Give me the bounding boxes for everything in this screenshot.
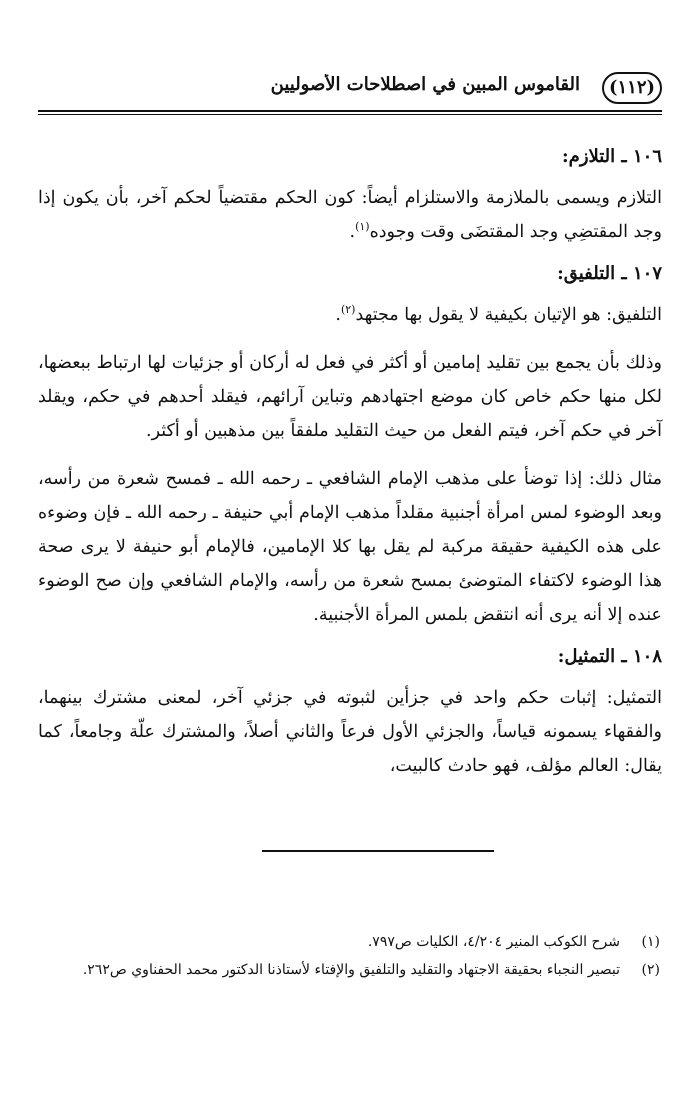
header-rule (38, 110, 662, 112)
page-number: (١١٢) (602, 72, 662, 104)
entry-heading: ١٠٧ ـ التلفيق: (557, 263, 662, 284)
running-header (38, 60, 662, 112)
footnote-ref[interactable]: (١) (355, 220, 370, 234)
paragraph: التمثيل: إثبات حكم واحد في جزأين لثبوته في جزئي آخر، لمعنى مشترك بينهما، والفقهاء يسمونه قياساً، والجزئي الأول فرعاً والثاني أصلاً، والمشترك علّة وجامعاً، كما يقال: العالم مؤلف، فهو حادث كالبيت، (38, 688, 662, 776)
header-title: القاموس المبين في اصطلاحات الأصوليين (270, 74, 580, 95)
page-body (38, 146, 662, 783)
paragraph-tail: . (349, 222, 356, 242)
entry-heading: ١٠٨ ـ التمثيل: (557, 646, 662, 667)
paragraph-text: التلازم ويسمى بالملازمة والاستلزام أيضاً: كون الحكم مقتضياً لحكم آخر، بأن يكون إذا وجد المقتضِي وجد المقتضَى وقت وجوده (38, 188, 662, 242)
paragraph (38, 181, 662, 249)
paragraph: مثال ذلك: إذا توضأ على مذهب الإمام الشافعي ـ رحمه الله ـ فمسح شعرة من رأسه، وبعد الوضوء لمس امرأة أجنبية مقلداً مذهب الإمام أبي حنيفة ـ رحمه الله ـ فإن وضوءه على هذه الكيفية حقيقة مركبة لم يقل بها كلا الإمامين، فالإمام أبو حنيفة لا يرى صحة هذا الوضوء لاكتفاء المتوضئ بمسح شعرة من رأسه، والإمام الشافعي وإن صح الوضوء عنده إلا أنه يرى أنه انتقض بلمس المرأة الأجنبية. (38, 469, 662, 625)
footnote-separator (262, 850, 494, 852)
paragraph (38, 298, 662, 332)
footnotes (38, 928, 660, 984)
entry-heading: ١٠٦ ـ التلازم: (562, 146, 662, 167)
footnote (38, 956, 660, 984)
footnote-number: (٢) (641, 962, 660, 978)
paragraph: وذلك بأن يجمع بين تقليد إمامين أو أكثر في فعل له أركان أو جزئيات لها ارتباط ببعضها، لكل منها حكم خاص كان موضع اجتهادهم وتباين آرائهم، فيقلد أحدهم في حكم، ويقلد آخر في حكم آخر، فيتم الفعل من حيث التقليد ملفقاً بين مذهبين أو أكثر. (38, 353, 662, 441)
footnote-number: (١) (641, 934, 660, 950)
paragraph-tail: . (335, 305, 341, 325)
book-page (38, 60, 662, 797)
footnote-text: تبصير النجباء بحقيقة الاجتهاد والتقليد والتلفيق والإفتاء لأستاذنا الدكتور محمد الحفناوي ص٢٦٢. (82, 962, 620, 978)
footnote-ref[interactable]: (٢) (340, 303, 356, 317)
footnote-text: شرح الكوكب المنير ٤/٢٠٤، الكليات ص٧٩٧. (367, 934, 620, 950)
paragraph-text: التلفيق: هو الإتيان بكيفية لا يقول بها مجتهد (355, 305, 662, 325)
header-rule-thin (38, 114, 662, 115)
footnote (38, 928, 660, 956)
